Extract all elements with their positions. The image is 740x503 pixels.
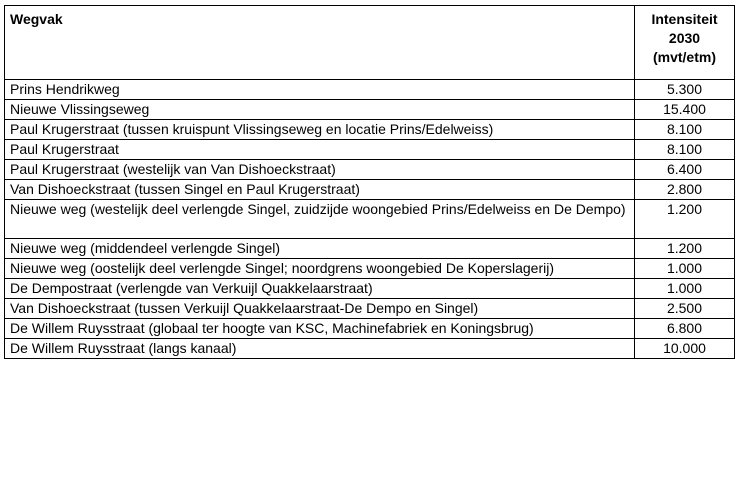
table-row	[5, 259, 735, 279]
intensity-cell: 15.400	[635, 100, 735, 120]
table-header-row	[5, 6, 735, 80]
table-row	[5, 279, 735, 299]
header-intensity	[635, 6, 735, 80]
intensity-cell: 8.100	[635, 140, 735, 160]
segment-cell: Van Dishoeckstraat (tussen Verkuijl Quakkelaarstraat-De Dempo en Singel)	[5, 299, 635, 319]
header-segment: Wegvak	[5, 6, 635, 80]
segment-cell: De Willem Ruysstraat (globaal ter hoogte van KSC, Machinefabriek en Koningsbrug)	[5, 319, 635, 339]
intensity-cell: 5.300	[635, 80, 735, 100]
table-row	[5, 319, 735, 339]
header-intensity-line: (mvt/etm)	[652, 49, 716, 65]
intensity-cell: 6.400	[635, 160, 735, 180]
segment-cell: De Dempostraat (verlengde van Verkuijl Quakkelaarstraat)	[5, 279, 635, 299]
segment-cell: Nieuwe weg (westelijk deel verlengde Singel, zuidzijde woongebied Prins/Edelweiss en De Dempo)	[5, 200, 635, 239]
segment-cell: De Willem Ruysstraat (langs kanaal)	[5, 339, 635, 359]
segment-cell: Paul Krugerstraat (westelijk van Van Dishoeckstraat)	[5, 160, 635, 180]
intensity-cell: 1.200	[635, 200, 735, 239]
segment-cell: Prins Hendrikweg	[5, 80, 635, 100]
header-intensity-line: Intensiteit	[651, 11, 718, 27]
intensity-cell: 1.200	[635, 239, 735, 259]
intensity-cell: 6.800	[635, 319, 735, 339]
table-row	[5, 180, 735, 200]
traffic-intensity-table	[4, 5, 735, 359]
table-row	[5, 160, 735, 180]
table-row	[5, 339, 735, 359]
intensity-cell: 1.000	[635, 279, 735, 299]
table-row	[5, 80, 735, 100]
table-row	[5, 140, 735, 160]
table-row	[5, 239, 735, 259]
intensity-cell: 10.000	[635, 339, 735, 359]
segment-cell: Paul Krugerstraat (tussen kruispunt Vlissingseweg en locatie Prins/Edelweiss)	[5, 120, 635, 140]
segment-cell: Nieuwe Vlissingseweg	[5, 100, 635, 120]
table-row	[5, 100, 735, 120]
intensity-cell: 8.100	[635, 120, 735, 140]
segment-cell: Van Dishoeckstraat (tussen Singel en Paul Krugerstraat)	[5, 180, 635, 200]
segment-cell: Nieuwe weg (oostelijk deel verlengde Singel; noordgrens woongebied De Koperslagerij)	[5, 259, 635, 279]
table-row	[5, 120, 735, 140]
segment-cell: Nieuwe weg (middendeel verlengde Singel)	[5, 239, 635, 259]
intensity-cell: 2.800	[635, 180, 735, 200]
intensity-cell: 2.500	[635, 299, 735, 319]
header-intensity-line: 2030	[668, 30, 701, 46]
table-row	[5, 299, 735, 319]
segment-cell: Paul Krugerstraat	[5, 140, 635, 160]
intensity-cell: 1.000	[635, 259, 735, 279]
table-row	[5, 200, 735, 239]
